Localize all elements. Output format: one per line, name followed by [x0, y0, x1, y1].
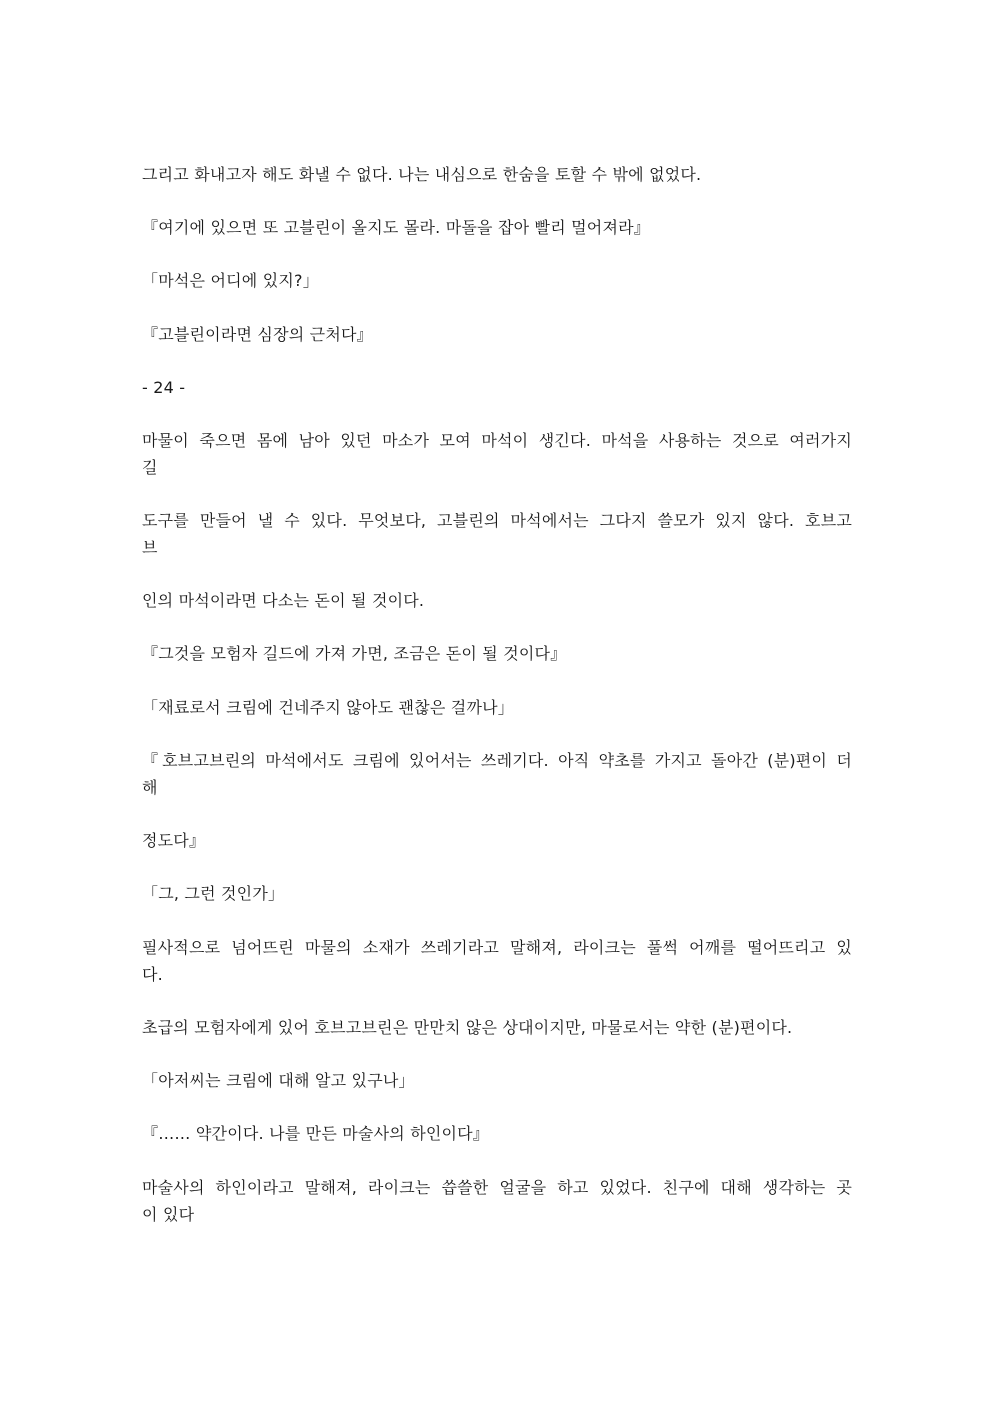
- paragraph-2: [142, 214, 852, 241]
- paragraph-line: 초급의 모험자에게 있어 호브고브린은 만만치 않은 상대이지만, 마물로서는 약한 (분)편이다.: [142, 1018, 793, 1037]
- paragraph-11: [142, 747, 852, 801]
- paragraph-line: 「그, 그런 것인가」: [142, 884, 285, 903]
- paragraph-line: 마술사의 하인이라고 말해져, 라이크는 씁쓸한 얼굴을 하고 있었다. 친구에 대해 생각하는 곳: [142, 1178, 852, 1197]
- paragraph-3: [142, 267, 852, 294]
- paragraph-1: [142, 161, 852, 188]
- paragraph-line: 「마석은 어디에 있지?」: [142, 271, 319, 290]
- paragraph-8: [142, 587, 852, 614]
- paragraph-9: [142, 640, 852, 667]
- paragraph-4: [142, 321, 852, 348]
- paragraph-line: 「재료로서 크림에 건네주지 않아도 괜찮은 걸까나」: [142, 698, 514, 717]
- paragraph-line: 『호브고브린의 마석에서도 크림에 있어서는 쓰레기다. 아직 약초를 가지고 돌아간 (분)편이 더: [142, 751, 852, 770]
- paragraph-12: [142, 827, 852, 854]
- paragraph-line: 다.: [142, 965, 163, 984]
- paragraph-line: 『고블린이라면 심장의 근처다』: [142, 325, 373, 344]
- paragraph-18: [142, 1174, 852, 1228]
- paragraph-line: 그리고 화내고자 해도 화낼 수 없다. 나는 내심으로 한숨을 토할 수 밖에 없었다.: [142, 165, 702, 184]
- paragraph-line: 『여기에 있으면 또 고블린이 올지도 몰라. 마돌을 잡아 빨리 멀어져라』: [142, 218, 650, 237]
- paragraph-line: 『…… 약간이다. 나를 만든 마술사의 하인이다』: [142, 1124, 490, 1143]
- paragraph-line: 길: [142, 458, 158, 477]
- paragraph-line: 마물이 죽으면 몸에 남아 있던 마소가 모여 마석이 생긴다. 마석을 사용하는 것으로 여러가지: [142, 431, 852, 450]
- paragraph-13: [142, 880, 852, 907]
- paragraph-line: 이 있다: [142, 1205, 195, 1224]
- paragraph-17: [142, 1120, 852, 1147]
- paragraph-line: 「아저씨는 크림에 대해 알고 있구나」: [142, 1071, 415, 1090]
- paragraph-line: 인의 마석이라면 다소는 돈이 될 것이다.: [142, 591, 425, 610]
- paragraph-10: [142, 694, 852, 721]
- paragraph-line: 브: [142, 538, 158, 557]
- page-number-text: - 24 -: [142, 378, 186, 397]
- paragraph-line: 필사적으로 넘어뜨린 마물의 소재가 쓰레기라고 말해져, 라이크는 풀썩 어깨를 떨어뜨리고 있: [142, 938, 852, 957]
- page-number: [142, 374, 852, 401]
- paragraph-line: 해: [142, 778, 158, 797]
- paragraph-6: [142, 427, 852, 481]
- paragraph-14: [142, 934, 852, 988]
- paragraph-line: 『그것을 모험자 길드에 가져 가면, 조금은 돈이 될 것이다』: [142, 644, 567, 663]
- paragraph-15: [142, 1014, 852, 1041]
- paragraph-line: 도구를 만들어 낼 수 있다. 무엇보다, 고블린의 마석에서는 그다지 쓸모가 있지 않다. 호브고: [142, 511, 852, 530]
- paragraph-16: [142, 1067, 852, 1094]
- paragraph-line: 정도다』: [142, 831, 206, 850]
- paragraph-7: [142, 507, 852, 561]
